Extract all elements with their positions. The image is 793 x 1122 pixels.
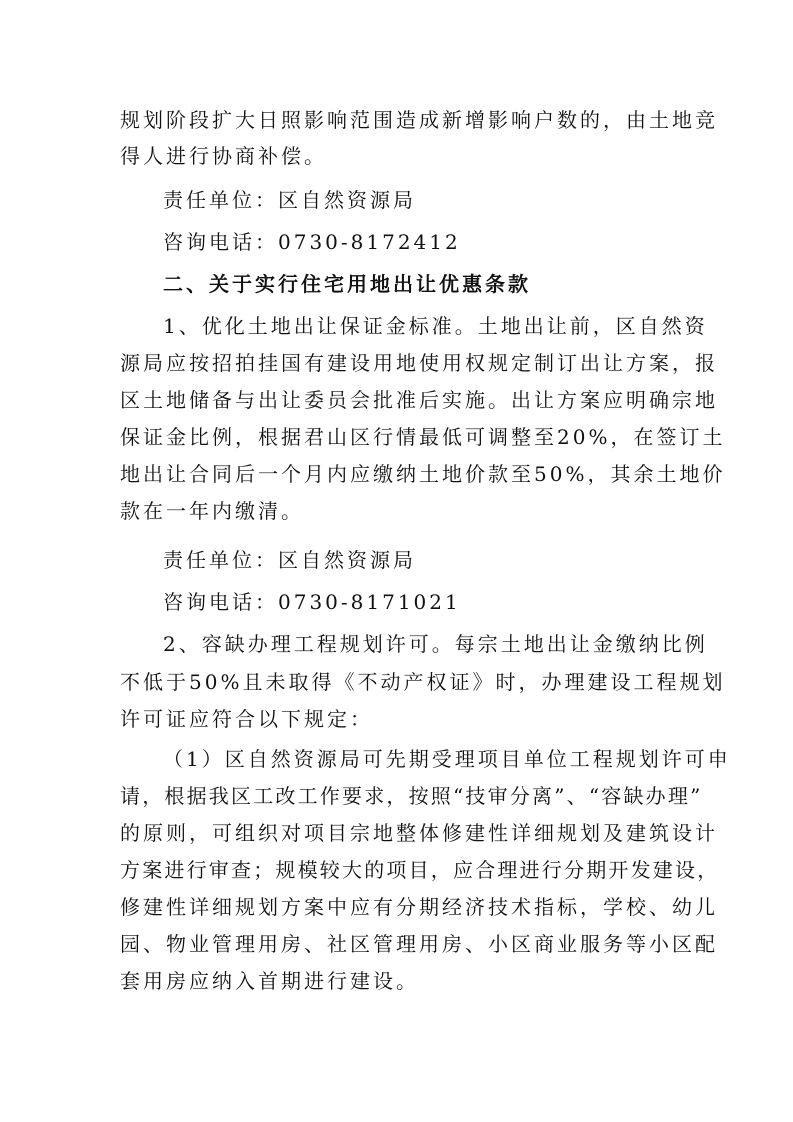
- paragraph-line: 请，根据我区工改工作要求，按照“技审分离”、“容缺办理”: [120, 784, 703, 808]
- paragraph-line: 区土地储备与出让委员会批准后实施。出让方案应明确宗地: [120, 388, 718, 412]
- paragraph-line: 1、优化土地出让保证金标准。土地出让前，区自然资: [163, 314, 708, 338]
- section-heading: 二、关于实行住宅用地出让优惠条款: [163, 272, 531, 296]
- paragraph-line: 园、物业管理用房、社区管理用房、小区商业服务等小区配: [120, 932, 718, 956]
- paragraph-line: 保证金比例，根据君山区行情最低可调整至20%，在签订土: [120, 425, 726, 449]
- paragraph-line: 规划阶段扩大日照影响范围造成新增影响户数的，由土地竞: [120, 108, 718, 132]
- consult-phone: 咨询电话：0730-8172412: [163, 230, 461, 254]
- paragraph-line: 源局应按招拍挂国有建设用地使用权规定制订出让方案，报: [120, 351, 718, 375]
- paragraph-line: 款在一年内缴清。: [120, 499, 304, 523]
- paragraph-line: 修建性详细规划方案中应有分期经济技术指标，学校、幼儿: [120, 895, 718, 919]
- paragraph-line: 的原则，可组织对项目宗地整体修建性详细规划及建筑设计: [120, 821, 718, 845]
- responsible-unit: 责任单位：区自然资源局: [163, 188, 416, 212]
- paragraph-line: 方案进行审查；规模较大的项目，应合理进行分期开发建设，: [120, 858, 720, 882]
- paragraph-line: 2、容缺办理工程规划许可。每宗土地出让金缴纳比例: [163, 632, 708, 656]
- paragraph-line: 许可证应符合以下规定：: [120, 707, 373, 731]
- consult-phone: 咨询电话：0730-8171021: [163, 590, 461, 614]
- paragraph-line: （1）区自然资源局可先期受理项目单位工程规划许可申: [163, 747, 731, 771]
- paragraph-line: 不低于50%且未取得《不动产权证》时，办理建设工程规划: [120, 670, 726, 694]
- paragraph-line: 套用房应纳入首期进行建设。: [120, 969, 419, 993]
- paragraph-line: 得人进行协商补偿。: [120, 144, 327, 168]
- responsible-unit: 责任单位：区自然资源局: [163, 548, 416, 572]
- paragraph-line: 地出让合同后一个月内应缴纳土地价款至50%，其余土地价: [120, 462, 726, 486]
